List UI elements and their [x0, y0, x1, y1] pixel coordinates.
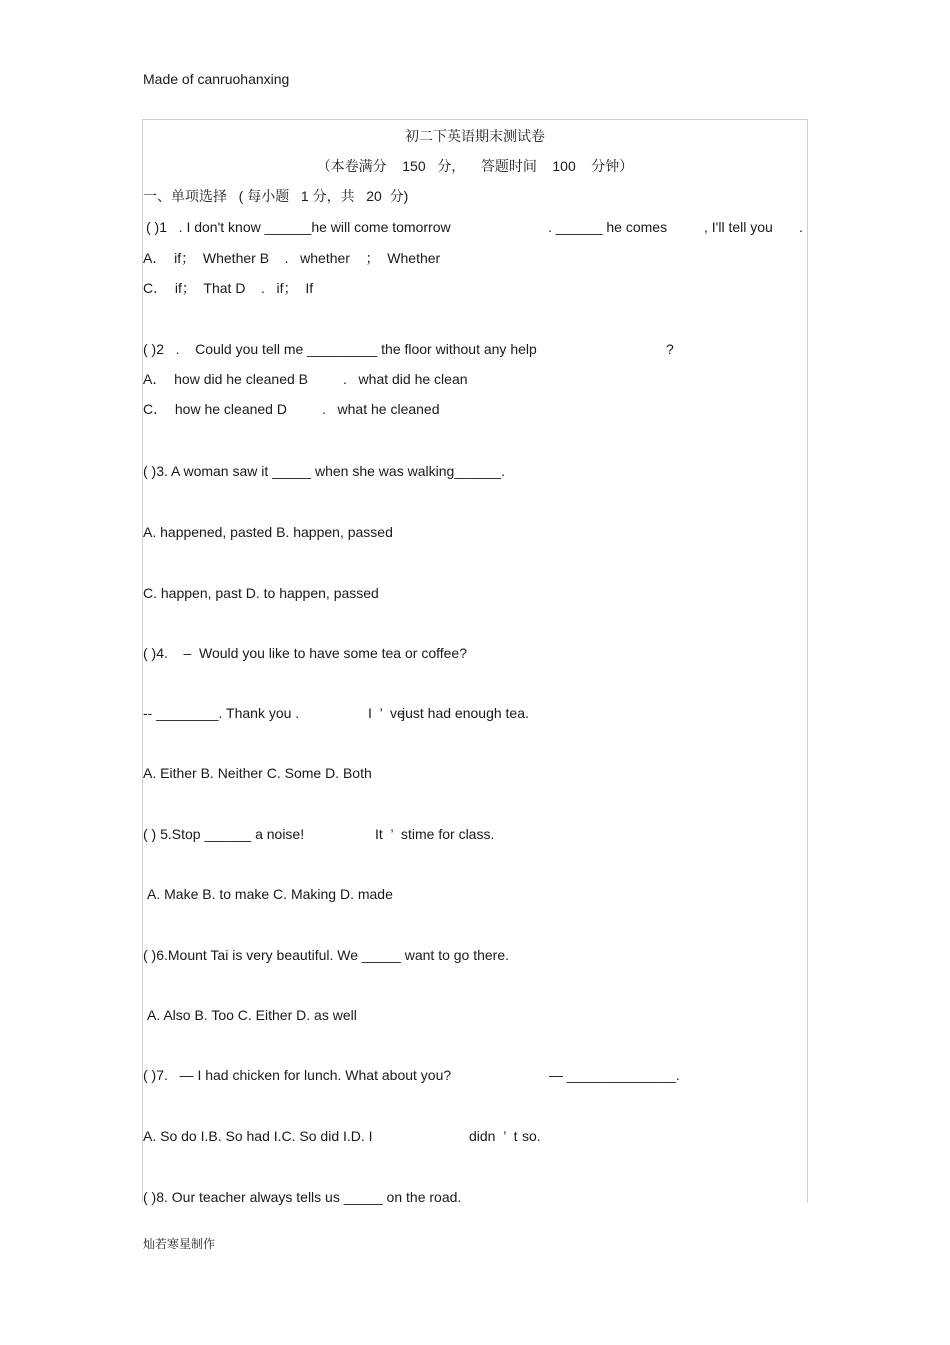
question-line: A. So do I.B. So had I.C. So did I.D. I	[143, 1128, 373, 1144]
question-line: , I'll tell you	[704, 219, 773, 235]
question-line: C． how he cleaned D . what he cleaned	[143, 401, 440, 417]
footer-text: 灿若寒星制作	[143, 1237, 216, 1251]
exam-title: 初二下英语期末测试卷	[405, 128, 545, 144]
question-line: A． how did he cleaned B . what did he clean	[143, 371, 468, 387]
question-line: didn ’ t	[469, 1128, 518, 1144]
question-line: ( )3. A woman saw it _____ when she was walking______.	[143, 463, 505, 479]
question-line: ?	[666, 341, 674, 357]
question-line: C. happen, past D. to happen, passed	[143, 585, 379, 601]
question-line: — ______________.	[549, 1067, 680, 1083]
question-line: ( )7. — I had chicken for lunch. What about you?	[143, 1067, 452, 1083]
question-line: ( )8. Our teacher always tells us _____ on the road.	[143, 1189, 462, 1205]
question-line: time for class.	[408, 826, 495, 842]
question-line: It ’ s	[375, 826, 408, 842]
question-line: A． if； Whether B . whether ； Whether	[143, 250, 441, 266]
question-line: just had enough tea.	[402, 705, 529, 721]
question-line: so.	[522, 1128, 541, 1144]
question-line: ( )4. – Would you like to have some tea or coffee?	[143, 645, 467, 661]
question-line: .	[799, 219, 803, 235]
question-line: A. Make B. to make C. Making D. made	[147, 886, 393, 902]
question-line: A. happened, pasted B. happen, passed	[143, 524, 393, 540]
question-line: A. Either B. Neither C. Some D. Both	[143, 765, 372, 781]
question-line: -- ________. Thank you .	[143, 705, 300, 721]
question-line: ( )2 . Could you tell me _________ the floor without any help	[143, 341, 537, 357]
exam-subtitle: （本卷满分 150 分， 答题时间 100 分钟）	[316, 158, 634, 174]
question-line: C． if； That D . if； If	[143, 280, 314, 296]
question-line: ( ) 5.Stop ______ a noise!	[143, 826, 305, 842]
question-line: ( )6.Mount Tai is very beautiful. We _____ want to go there.	[143, 947, 510, 963]
question-line: ( )1 . I don't know ______he will come tomorrow	[146, 219, 451, 235]
question-line: . ______ he comes	[548, 219, 668, 235]
page-header-text: Made of canruohanxing	[143, 71, 290, 87]
question-line: I ’ ve	[368, 705, 405, 721]
section-heading: 一、单项选择 ( 每小题 1 分，共 20 分)	[143, 188, 409, 204]
question-line: A. Also B. Too C. Either D. as well	[147, 1007, 357, 1023]
